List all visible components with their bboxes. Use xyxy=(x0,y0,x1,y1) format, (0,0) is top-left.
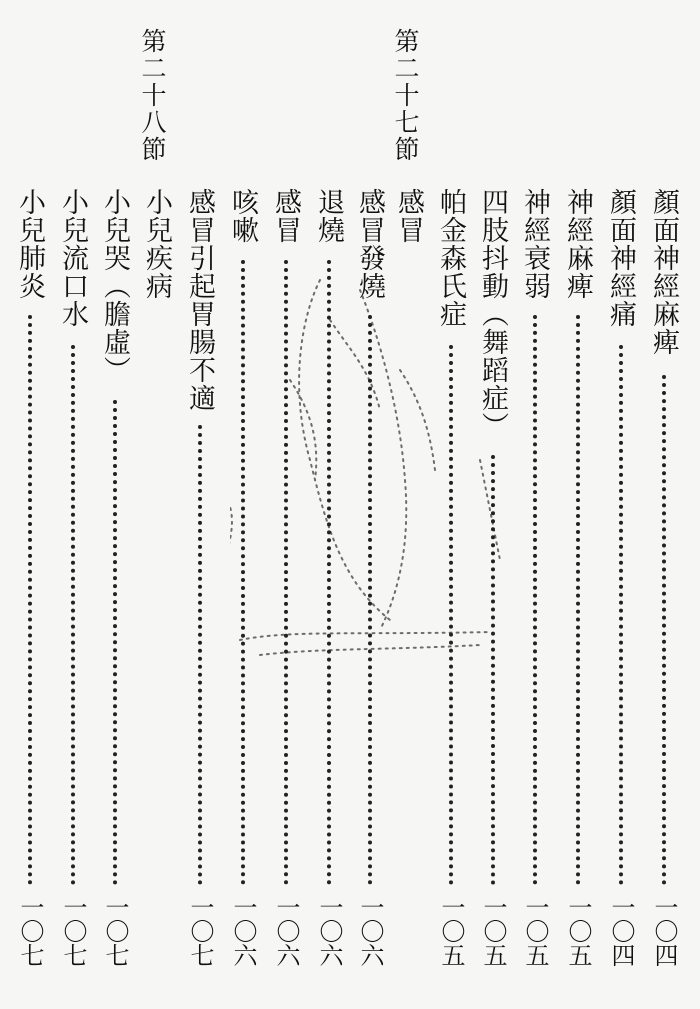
entry-page: 一〇六 xyxy=(315,895,343,967)
entry-title: 神經麻痺 xyxy=(562,188,593,300)
leader-dots xyxy=(491,455,499,885)
toc-entry[interactable] xyxy=(646,0,682,1009)
toc-group[interactable] xyxy=(139,0,175,1009)
leader-dots xyxy=(533,315,541,885)
leader-dots xyxy=(662,375,670,885)
entry-title: 退燒 xyxy=(313,188,344,244)
leader-dots xyxy=(28,315,36,885)
toc-entry[interactable] xyxy=(182,0,218,1009)
entry-title: 小兒肺炎 xyxy=(14,188,45,300)
toc-entry[interactable] xyxy=(475,0,511,1009)
toc-entry[interactable] xyxy=(517,0,553,1009)
section-heading-28: 第二十八節 xyxy=(138,28,167,163)
toc-entry[interactable] xyxy=(55,0,91,1009)
group-title: 感冒 xyxy=(393,188,424,244)
entry-title: 顏面神經痛 xyxy=(605,188,636,328)
section-heading-27: 第二十七節 xyxy=(391,28,420,163)
entry-page: 一〇七 xyxy=(186,895,214,967)
entry-title: 神經衰弱 xyxy=(519,188,550,300)
toc-entry[interactable] xyxy=(12,0,48,1009)
leader-dots xyxy=(113,400,121,885)
entry-page: 一〇六 xyxy=(356,895,384,967)
toc-entry[interactable] xyxy=(603,0,639,1009)
entry-page: 一〇五 xyxy=(564,895,592,967)
toc-group[interactable] xyxy=(391,0,427,1009)
leader-dots xyxy=(619,345,627,885)
toc-entry[interactable] xyxy=(225,0,261,1009)
entry-title: 感冒發燒 xyxy=(354,188,385,300)
toc-entry[interactable] xyxy=(433,0,469,1009)
entry-title: 咳嗽 xyxy=(227,188,258,244)
entry-page: 一〇七 xyxy=(59,895,87,967)
entry-page: 一〇五 xyxy=(479,895,507,967)
entry-page: 一〇五 xyxy=(521,895,549,967)
entry-title: 感冒 xyxy=(270,188,301,244)
entry-page: 一〇四 xyxy=(607,895,635,967)
entry-title: 小兒流口水 xyxy=(57,188,88,328)
toc-entry[interactable] xyxy=(311,0,347,1009)
entry-page: 一〇五 xyxy=(437,895,465,967)
entry-page: 一〇六 xyxy=(229,895,257,967)
entry-title: 帕金森氏症 xyxy=(435,188,466,328)
entry-title: 感冒引起胃腸不適 xyxy=(184,188,215,412)
entry-title: 四肢抖動（舞蹈症） xyxy=(477,188,508,440)
entry-page: 一〇六 xyxy=(272,895,300,967)
entry-page: 一〇七 xyxy=(16,895,44,967)
leader-dots xyxy=(241,260,249,885)
group-title: 小兒疾病 xyxy=(141,188,172,300)
entry-page: 一〇四 xyxy=(650,895,678,967)
toc-entry[interactable] xyxy=(97,0,133,1009)
entry-title: 小兒哭（膽虛） xyxy=(99,188,130,384)
leader-dots xyxy=(71,345,79,885)
leader-dots xyxy=(284,260,292,885)
leader-dots xyxy=(449,345,457,885)
entry-title: 顏面神經麻痺 xyxy=(648,188,679,356)
leader-dots xyxy=(198,425,206,885)
leader-dots xyxy=(576,315,584,885)
entry-page: 一〇七 xyxy=(101,895,129,967)
leader-dots xyxy=(368,315,376,885)
toc-entry[interactable] xyxy=(268,0,304,1009)
toc-entry[interactable] xyxy=(352,0,388,1009)
toc-entry[interactable] xyxy=(560,0,596,1009)
leader-dots xyxy=(327,260,335,885)
